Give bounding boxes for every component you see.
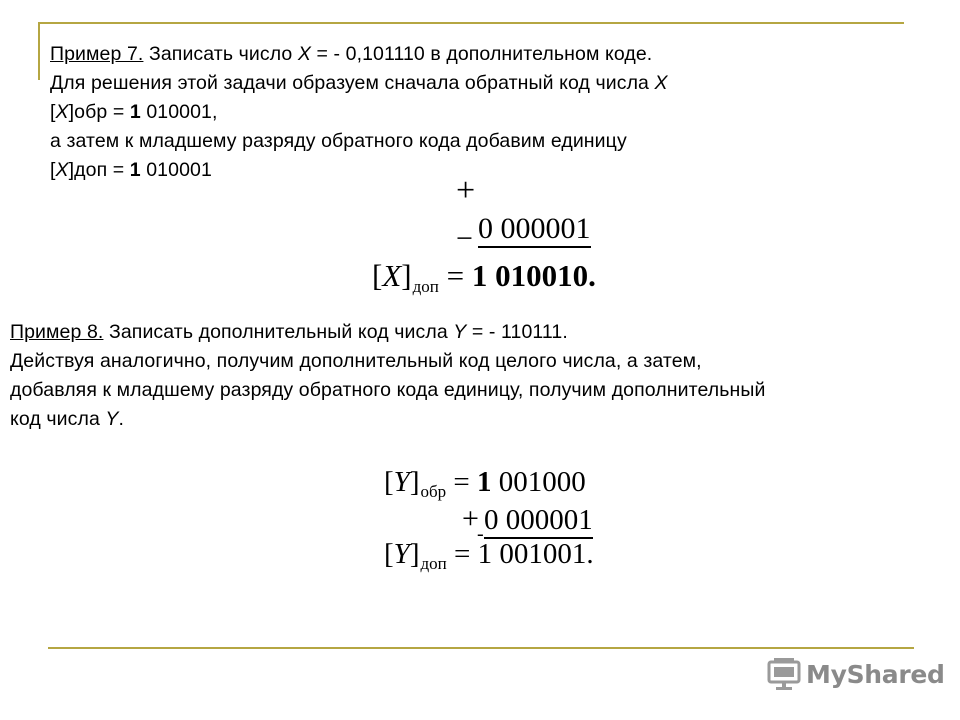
bracket: ] <box>401 258 412 293</box>
bottom-rule <box>48 647 914 649</box>
text-span: 010001 <box>140 159 212 181</box>
variable-x: X <box>55 101 69 123</box>
bracket: [ <box>50 101 56 123</box>
variable-y: Y <box>453 321 467 343</box>
left-rule <box>38 22 40 80</box>
text-span: Записать дополнительный код числа <box>103 321 454 343</box>
example-7-line-5 <box>50 156 668 185</box>
variable-y: Y <box>105 408 119 430</box>
example-7-label: Пример 7. <box>50 43 144 65</box>
text-span: . <box>118 408 125 430</box>
myshared-logo[interactable] <box>766 656 945 692</box>
equals: = <box>438 258 472 293</box>
math-7-minus-sign: − <box>456 222 473 255</box>
inverse-value: 001000 <box>491 466 586 498</box>
math-7-addend <box>478 212 591 246</box>
text-span: 010001, <box>140 101 218 123</box>
variable-x: X <box>382 258 402 293</box>
math-8-minus-sign: - <box>477 523 484 545</box>
top-rule <box>38 22 904 24</box>
example-8-text <box>10 318 765 434</box>
result-value: 010010. <box>487 258 596 293</box>
result-value: 001001. <box>492 538 594 570</box>
bracket: ] <box>409 538 420 570</box>
sign-bit: 1 <box>129 101 141 123</box>
sign-bit: 1 <box>471 258 488 293</box>
math-8-inverse-code <box>384 466 586 502</box>
example-8-line-1 <box>10 318 765 347</box>
example-7-line-2 <box>50 69 668 98</box>
sign-bit: 1 <box>477 466 492 498</box>
bracket: [ <box>384 538 394 570</box>
math-7-result <box>372 258 596 297</box>
text-span: Для решения этой задачи образуем сначала обратный код числа <box>50 72 655 94</box>
sign-bit: 1 <box>477 538 493 570</box>
text-span: код числа <box>10 408 106 430</box>
math-7-plus-sign: + <box>456 172 476 209</box>
variable-y: Y <box>393 538 410 570</box>
example-7-text <box>50 40 668 185</box>
example-7-line-1 <box>50 40 668 69</box>
text-span: ]обр = <box>68 101 130 123</box>
text-span: = - 110111. <box>466 321 568 343</box>
equals: = <box>446 538 478 570</box>
example-8-line-2: Действуя аналогично, получим дополнительный код целого числа, а затем, <box>10 350 702 372</box>
equals: = <box>446 466 477 498</box>
subscript: обр <box>420 482 447 501</box>
example-7-line-4: а затем к младшему разряду обратного кода добавим единицу <box>50 130 627 152</box>
example-7-line-3 <box>50 98 668 127</box>
text-span: Записать число <box>143 43 298 65</box>
variable-y: Y <box>393 466 410 498</box>
variable-x: X <box>297 43 311 65</box>
bracket: [ <box>384 466 394 498</box>
math-8-result <box>384 538 594 574</box>
math-8-addend <box>484 504 593 537</box>
text-span: ]доп = <box>68 159 130 181</box>
subscript: доп <box>420 554 447 573</box>
addend-value: 0 000001 <box>478 212 591 248</box>
bracket: [ <box>372 258 383 293</box>
variable-x: X <box>654 72 668 94</box>
variable-x: X <box>55 159 69 181</box>
addend-value: 0 000001 <box>484 504 593 539</box>
logo-text: MyShared <box>806 659 945 689</box>
bracket: ] <box>409 466 420 498</box>
example-8-line-4 <box>10 405 765 434</box>
subscript: доп <box>412 277 439 296</box>
math-8-plus-sign: + <box>462 502 479 535</box>
text-span: = - 0,101110 в дополнительном коде. <box>310 43 653 65</box>
example-8-label: Пример 8. <box>10 321 104 343</box>
example-8-line-3: добавляя к младшему разряду обратного кода единицу, получим дополнительный <box>10 379 766 401</box>
presentation-board-icon <box>766 656 802 692</box>
sign-bit: 1 <box>129 159 141 181</box>
bracket: [ <box>50 159 56 181</box>
